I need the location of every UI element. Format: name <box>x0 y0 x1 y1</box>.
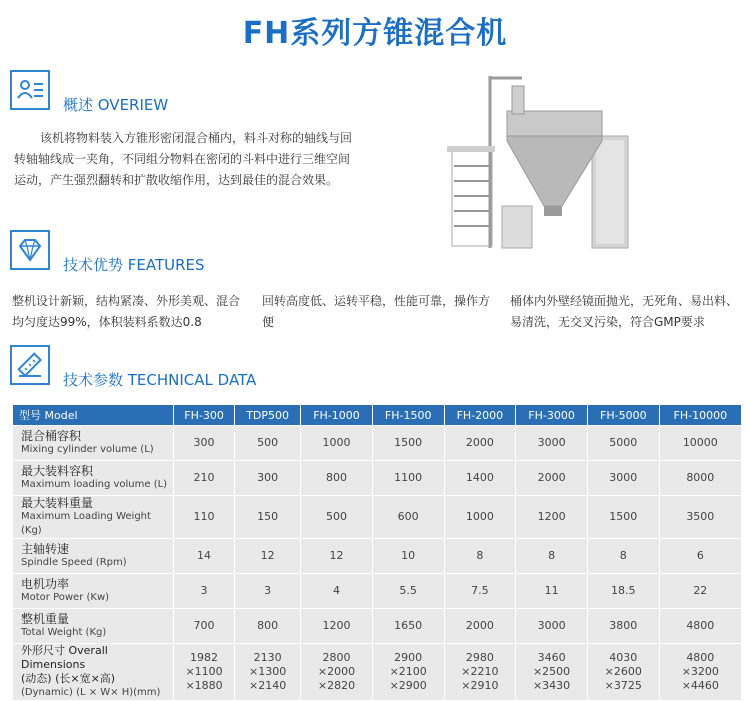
dim-width: ×2210 <box>461 665 499 678</box>
table-cell: 4800 <box>660 609 741 643</box>
row-label <box>13 461 173 495</box>
header-cell: FH-1500 <box>373 405 444 425</box>
row-label-cn: 最大装料容积 <box>21 464 94 478</box>
table-cell: 3000 <box>588 461 659 495</box>
dim-length: 2900 <box>394 651 423 664</box>
table-cell: 8 <box>445 539 516 573</box>
table-cell: 10000 <box>660 426 741 460</box>
row-label-en: Spindle Speed (Rpm) <box>21 557 127 568</box>
table-cell: 150 <box>235 496 300 538</box>
feature-item-1: 整机设计新颖，结构紧凑、外形美观、混合均匀度达99%，体积装料系数达0.8 <box>12 294 241 329</box>
table-cell: 3 <box>235 574 300 608</box>
table-cell <box>373 644 444 700</box>
table-cell <box>588 644 659 700</box>
table-cell: 22 <box>660 574 741 608</box>
dim-width: ×1300 <box>249 665 287 678</box>
table-cell <box>174 644 234 700</box>
table-cell: 5000 <box>588 426 659 460</box>
table-row <box>13 644 741 700</box>
header-cell: FH-5000 <box>588 405 659 425</box>
dim-length: 2130 <box>253 651 282 664</box>
row-label-cn: 混合桶容积 <box>21 429 82 443</box>
table-header-row <box>13 405 741 425</box>
dim-height: ×2900 <box>389 679 427 692</box>
dim-width: ×2600 <box>604 665 642 678</box>
table-cell: 12 <box>301 539 372 573</box>
header-cell: FH-300 <box>174 405 234 425</box>
table-cell: 1500 <box>588 496 659 538</box>
table-cell: 800 <box>301 461 372 495</box>
table-cell: 600 <box>373 496 444 538</box>
row-label-cn: 主轴转速 <box>21 542 70 556</box>
table-cell: 1000 <box>301 426 372 460</box>
row-label-cn: 最大装料重量 <box>21 496 94 510</box>
table-cell: 210 <box>174 461 234 495</box>
table-row <box>13 609 741 643</box>
dim-length: 2980 <box>465 651 494 664</box>
table-cell <box>660 644 741 700</box>
row-label <box>13 496 173 538</box>
table-cell <box>235 644 300 700</box>
table-cell: 14 <box>174 539 234 573</box>
features-heading: 技术优势 FEATURES <box>63 256 205 274</box>
dim-height: ×2910 <box>461 679 499 692</box>
page-title: FH系列方锥混合机 <box>242 16 508 51</box>
table-cell: 1500 <box>373 426 444 460</box>
table-cell: 3500 <box>660 496 741 538</box>
row-label <box>13 539 173 573</box>
header-model: 型号 Model <box>13 405 173 425</box>
dim-width: ×3200 <box>681 665 719 678</box>
dims-label-line2: (动态) (长×宽×高) <box>21 672 116 685</box>
row-label-en: Mixing cylinder volume (L) <box>21 444 154 455</box>
dim-length: 4030 <box>609 651 638 664</box>
dims-label-line3: (Dynamic) (L × W× H)(mm) <box>21 687 161 698</box>
table-cell: 800 <box>235 609 300 643</box>
table-cell: 300 <box>235 461 300 495</box>
row-label-cn: 整机重量 <box>21 612 70 626</box>
table-cell: 8000 <box>660 461 741 495</box>
table-cell: 500 <box>235 426 300 460</box>
table-row <box>13 574 741 608</box>
table-cell: 11 <box>516 574 587 608</box>
header-cell: FH-1000 <box>301 405 372 425</box>
dim-length: 2800 <box>322 651 351 664</box>
table-cell: 3 <box>174 574 234 608</box>
row-label-en: Maximum loading volume (L) <box>21 479 168 490</box>
row-label <box>13 644 173 700</box>
table-cell: 2000 <box>445 609 516 643</box>
mixer-machine-image <box>432 66 657 252</box>
dim-height: ×2820 <box>317 679 356 692</box>
table-row <box>13 426 741 460</box>
table-cell: 3000 <box>516 426 587 460</box>
dim-height: ×3725 <box>604 679 642 692</box>
table-cell <box>301 644 372 700</box>
row-label-en: Motor Power (Kw) <box>21 592 110 603</box>
dim-width: ×2100 <box>389 665 427 678</box>
overview-text: 该机将物料装入方锥形密闭混合桶内，料斗对称的轴线与回转轴轴线成一夹角，不同组分物料在密闭的斗料中进行三维空间运动，产生强烈翻转和扩散收缩作用，达到最佳的混合效果。 <box>14 131 353 187</box>
table-cell: 10 <box>373 539 444 573</box>
table-cell: 8 <box>516 539 587 573</box>
table-cell: 6 <box>660 539 741 573</box>
dim-length: 3460 <box>537 651 566 664</box>
feature-item-3: 桶体内外壁经镜面抛光，无死角、易出料、易清洗，无交叉污染，符合GMP要求 <box>510 294 739 329</box>
table-cell: 700 <box>174 609 234 643</box>
overview-heading: 概述 OVERIEW <box>63 96 169 114</box>
table-cell: 300 <box>174 426 234 460</box>
table-cell: 2000 <box>516 461 587 495</box>
row-label <box>13 609 173 643</box>
dims-label-line1: 外形尺寸 Overall Dimensions <box>21 644 108 671</box>
table-cell: 1000 <box>445 496 516 538</box>
table-cell: 8 <box>588 539 659 573</box>
table-cell: 1400 <box>445 461 516 495</box>
table-row <box>13 539 741 573</box>
table-cell: 1200 <box>301 609 372 643</box>
spec-table <box>12 404 742 701</box>
header-cell: FH-2000 <box>445 405 516 425</box>
dim-length: 4800 <box>686 651 715 664</box>
table-cell: 1200 <box>516 496 587 538</box>
table-cell: 2000 <box>445 426 516 460</box>
table-cell: 3800 <box>588 609 659 643</box>
dim-length: 1982 <box>190 651 219 664</box>
table-cell: 1100 <box>373 461 444 495</box>
dim-width: ×1100 <box>185 665 223 678</box>
table-cell <box>445 644 516 700</box>
table-cell: 4 <box>301 574 372 608</box>
table-cell <box>516 644 587 700</box>
diamond-icon <box>10 230 50 270</box>
dim-width: ×2000 <box>317 665 356 678</box>
table-cell: 12 <box>235 539 300 573</box>
table-cell: 3000 <box>516 609 587 643</box>
dim-height: ×2140 <box>249 679 287 692</box>
table-cell: 18.5 <box>588 574 659 608</box>
table-row <box>13 461 741 495</box>
table-cell: 110 <box>174 496 234 538</box>
row-label-en: Total Weight (Kg) <box>21 627 107 638</box>
dim-height: ×3430 <box>532 679 571 692</box>
dim-width: ×2500 <box>532 665 571 678</box>
header-cell: FH-10000 <box>660 405 741 425</box>
table-cell: 7.5 <box>445 574 516 608</box>
dim-height: ×1880 <box>185 679 223 692</box>
header-cell: FH-3000 <box>516 405 587 425</box>
ruler-pencil-icon <box>10 345 50 385</box>
table-cell: 5.5 <box>373 574 444 608</box>
user-list-icon <box>10 70 50 110</box>
table-cell: 500 <box>301 496 372 538</box>
technical-heading: 技术参数 TECHNICAL DATA <box>63 371 257 389</box>
row-label-cn: 电机功率 <box>21 577 70 591</box>
table-cell: 1650 <box>373 609 444 643</box>
row-label <box>13 426 173 460</box>
table-row <box>13 496 741 538</box>
row-label-en: Maximum Loading Weight (Kg) <box>21 511 151 536</box>
row-label <box>13 574 173 608</box>
feature-item-2: 回转高度低、运转平稳，性能可靠，操作方便 <box>262 294 491 329</box>
header-cell: TDP500 <box>235 405 300 425</box>
dim-height: ×4460 <box>681 679 719 692</box>
